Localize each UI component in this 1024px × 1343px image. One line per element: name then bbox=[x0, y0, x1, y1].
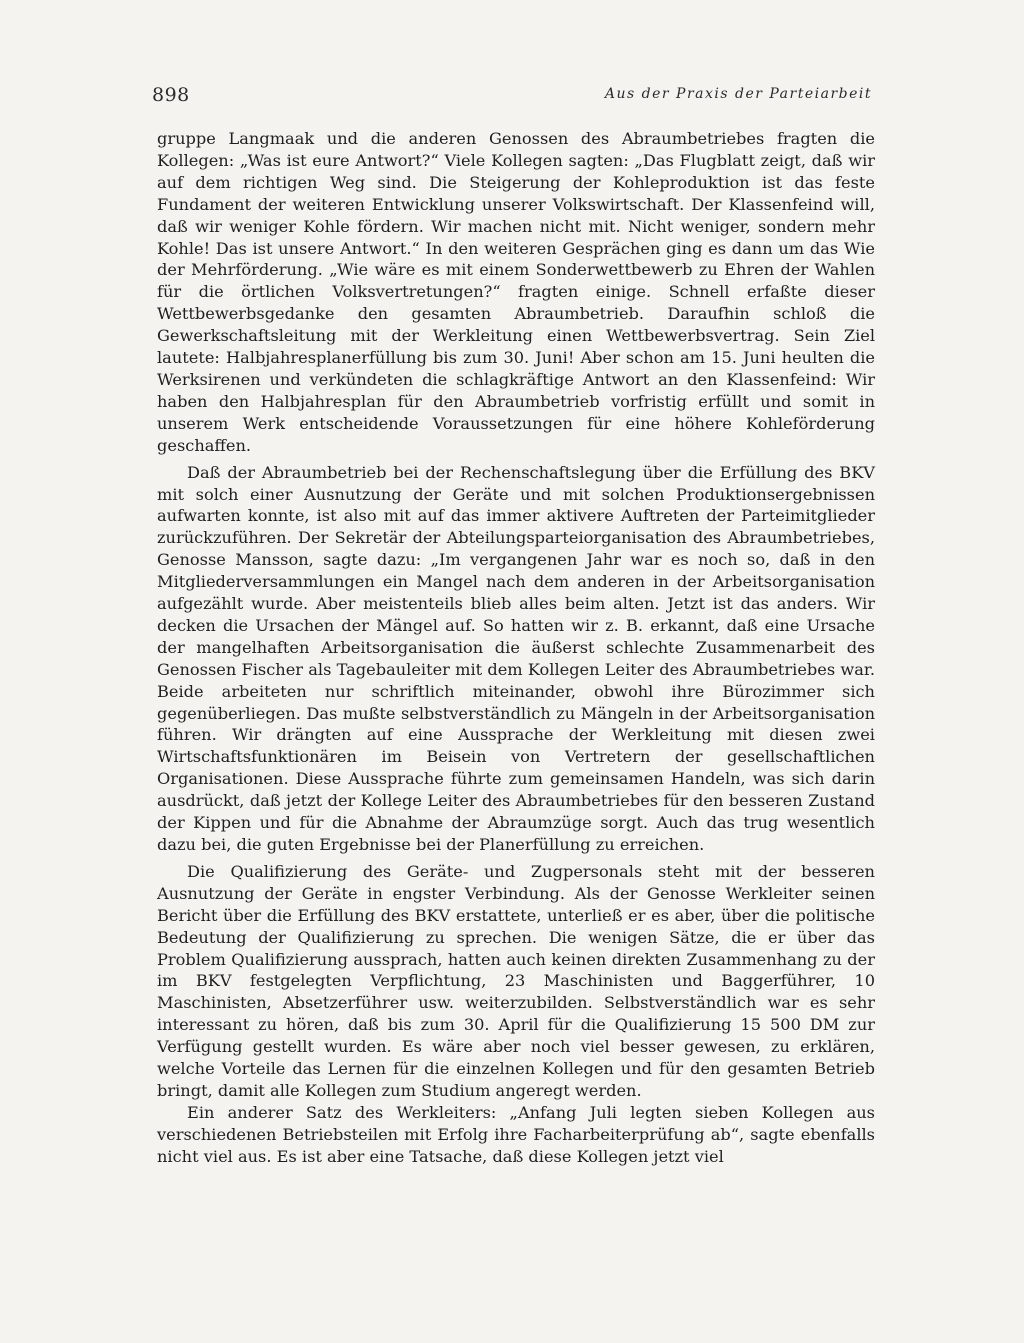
page-number: 898 bbox=[152, 84, 190, 106]
page-header bbox=[152, 84, 872, 110]
paragraph-3: Die Qualifizierung des Geräte- und Zugpersonals steht mit der besseren Ausnutzung der Geräte in engster Verbindung. Als der Genosse Werkleiter seinen Bericht über die Erfüllung des BKV erstattete, unterließ er es aber, über die politische Bedeutung der Qualifizierung zu sprechen. Die wenigen Sätze, die er über das Problem Qualifizierung aussprach, hatten auch keinen direkten Zusammenhang zu der im BKV festgelegten Verpflichtung, 23 Maschinisten und Baggerführer, 10 Maschinisten, Absetzerführer usw. weiterzubilden. Selbstverständlich war es sehr interessant zu hören, daß bis zum 30. April für die Qualifizierung 15 500 DM zur Verfügung gestellt wurden. Es wäre aber noch viel besser gewesen, zu erklären, welche Vorteile das Lernen für die einzelnen Kollegen und für den gesamten Betrieb bringt, damit alle Kollegen zum Studium angeregt werden. bbox=[157, 861, 875, 1100]
running-head: Aus der Praxis der Parteiarbeit bbox=[604, 86, 872, 102]
paragraph-4: Ein anderer Satz des Werkleiters: „Anfang Juli legten sieben Kollegen aus verschiedenen Betriebsteilen mit Erfolg ihre Facharbeiterprüfung ab“, sagte ebenfalls nicht viel aus. Es ist aber eine Tatsache, daß diese Kollegen jetzt viel bbox=[157, 1102, 875, 1166]
body-text bbox=[157, 128, 875, 1168]
paragraph-1: gruppe Langmaak und die anderen Genossen des Abraumbetriebes fragten die Kollegen: „Was ist eure Antwort?“ Viele Kollegen sagten: „Das Flugblatt zeigt, daß wir auf dem richtigen Weg sind. Die Steigerung der Kohleproduktion ist das feste Fundament der weiteren Entwicklung unserer Volkswirtschaft. Der Klassenfeind will, daß wir weniger Kohle fördern. Wir machen nicht mit. Nicht weniger, sondern mehr Kohle! Das ist unsere Antwort.“ In den weiteren Gesprächen ging es dann um das Wie der Mehrförderung. „Wie wäre es mit einem Sonderwettbewerb zu Ehren der Wahlen für die örtlichen Volksvertretungen?“ fragten einige. Schnell erfaßte dieser Wettbewerbsgedanke den gesamten Abraumbetrieb. Daraufhin schloß die Gewerkschaftsleitung mit der Werkleitung einen Wettbewerbsvertrag. Sein Ziel lautete: Halbjahresplanerfüllung bis zum 30. Juni! Aber schon am 15. Juni heulten die Werksirenen und verkündeten die schlagkräftige Antwort an den Klassenfeind: Wir haben den Halbjahresplan für den Abraumbetrieb vorfristig erfüllt und somit in unserem Werk entscheidende Voraussetzungen für eine höhere Kohleförderung geschaffen. bbox=[157, 129, 875, 455]
paragraph-2: Daß der Abraumbetrieb bei der Rechenschaftslegung über die Erfüllung des BKV mit solch einer Ausnutzung der Geräte und mit solchen Produktionsergebnissen aufwarten konnte, ist also mit auf das immer aktivere Auftreten der Parteimitglieder zurückzuführen. Der Sekretär der Abteilungsparteiorganisation des Abraumbetriebes, Genosse Mansson, sagte dazu: „Im vergangenen Jahr war es noch so, daß in den Mitgliederversammlungen ein Mangel nach dem anderen in der Arbeitsorganisation aufgezählt wurde. Aber meistenteils blieb alles beim alten. Jetzt ist das anders. Wir decken die Ursachen der Mängel auf. So hatten wir z. B. erkannt, daß eine Ursache der mangelhaften Arbeitsorganisation die äußerst schlechte Zusammenarbeit des Genossen Fischer als Tagebauleiter mit dem Kollegen Leiter des Abraumbetriebes war. Beide arbeiteten nur schriftlich miteinander, obwohl ihre Bürozimmer sich gegenüberliegen. Das mußte selbstverständlich zu Mängeln in der Arbeitsorganisation führen. Wir drängten auf eine Aussprache der Werkleitung mit diesen zwei Wirtschaftsfunktionären im Beisein von Vertretern der gesellschaftlichen Organisationen. Diese Aussprache führte zum gemeinsamen Handeln, was sich darin ausdrückt, daß jetzt der Kollege Leiter des Abraumbetriebes für den besseren Zustand der Kippen und für die Abnahme der Abraumzüge sorgt. Auch das trug wesentlich dazu bei, die guten Ergebnisse bei der Planerfüllung zu erreichen. bbox=[157, 462, 875, 854]
